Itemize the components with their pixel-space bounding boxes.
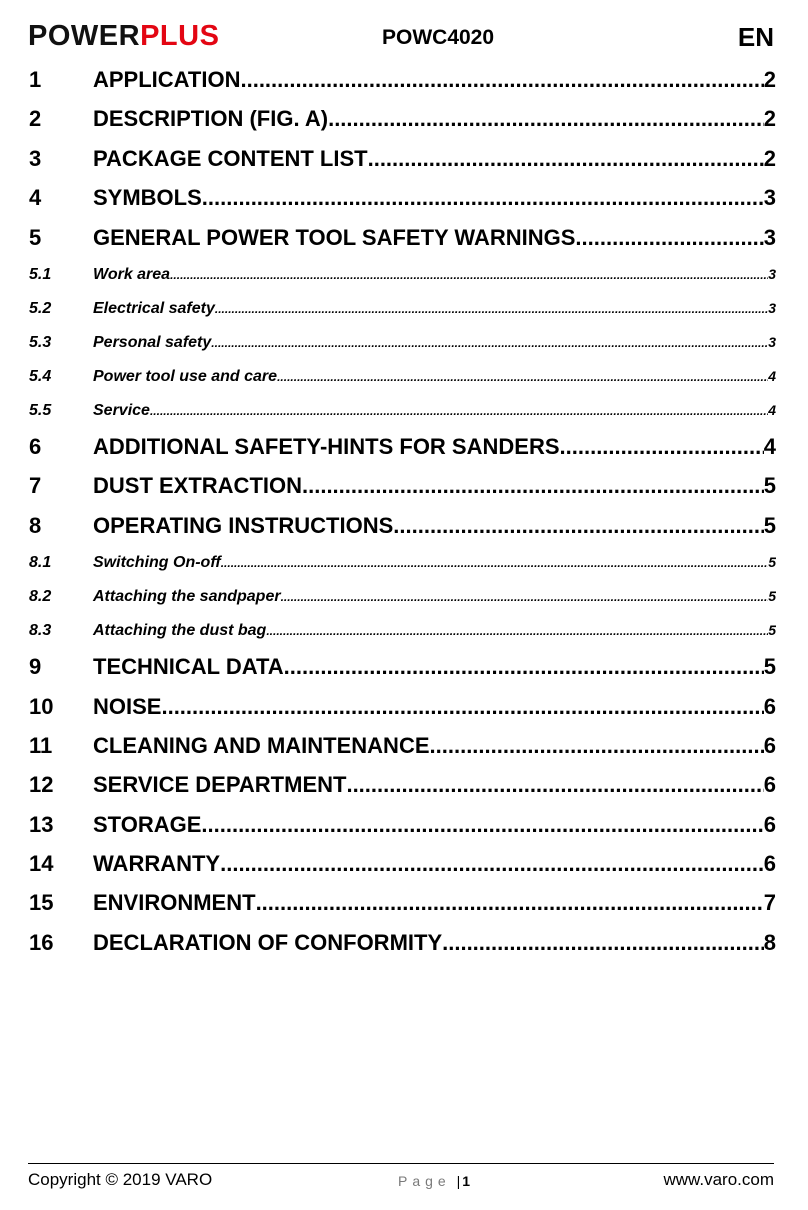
toc-entry-title: ENVIRONMENT [93, 890, 256, 916]
toc-dot-leader [256, 883, 764, 922]
toc-entry-number: 8.2 [29, 588, 52, 606]
toc-entry-title: Attaching the sandpaper [93, 588, 281, 606]
toc-entry[interactable] [29, 218, 776, 257]
toc-dot-leader [150, 394, 768, 427]
toc-entry-page: 2 [763, 67, 776, 92]
toc-dot-leader [328, 99, 764, 138]
toc-dot-leader [393, 506, 763, 545]
page-header [28, 14, 774, 58]
toc-entry-number: 11 [29, 732, 53, 758]
toc-entry[interactable] [29, 613, 776, 647]
toc-entry[interactable] [29, 687, 776, 726]
toc-entry-number: 4 [29, 185, 42, 211]
toc-entry-title: APPLICATION [93, 67, 241, 92]
toc-entry-title: ADDITIONAL SAFETY-HINTS FOR SANDERS [93, 433, 560, 459]
toc-entry-page: 2 [763, 106, 776, 132]
toc-entry[interactable] [29, 99, 776, 138]
toc-entry[interactable] [29, 325, 776, 359]
website-link[interactable]: www.varo.com [663, 1170, 774, 1189]
toc-entry-page: 6 [763, 772, 776, 798]
toc-entry-page: 8 [763, 929, 776, 955]
toc-entry-number: 13 [29, 811, 54, 837]
toc-entry-title: OPERATING INSTRUCTIONS [93, 512, 394, 538]
toc-entry[interactable] [29, 765, 776, 804]
toc-entry-page: 6 [763, 811, 776, 837]
toc-dot-leader [346, 765, 763, 804]
toc-entry-page: 7 [763, 890, 776, 916]
toc-entry[interactable] [29, 359, 776, 393]
toc-entry[interactable] [29, 291, 776, 325]
brand-logo [28, 18, 219, 54]
toc-entry-title: STORAGE [93, 811, 202, 837]
toc-entry-number: 1 [29, 67, 42, 92]
toc-entry[interactable] [29, 427, 776, 466]
toc-dot-leader [240, 60, 763, 99]
toc-dot-leader [266, 614, 768, 647]
toc-entry-title: Service [93, 401, 150, 419]
toc-entry[interactable] [29, 579, 776, 613]
toc-dot-leader [281, 580, 769, 613]
toc-entry-page: 3 [768, 299, 776, 316]
toc-dot-leader [201, 805, 763, 844]
toc-entry-number: 12 [29, 772, 54, 798]
toc-dot-leader [284, 647, 764, 686]
toc-entry-title: Switching On-off [93, 554, 221, 572]
toc-dot-leader [302, 466, 764, 505]
logo-plus: PLUS [140, 20, 220, 52]
toc-entry-title: GENERAL POWER TOOL SAFETY WARNINGS [93, 224, 576, 250]
toc-entry-title: TECHNICAL DATA [93, 654, 284, 680]
toc-entry-title: SERVICE DEPARTMENT [93, 772, 347, 798]
page-number: 1 [462, 1173, 471, 1189]
toc-entry[interactable] [29, 257, 776, 291]
toc-entry-number: 5 [29, 224, 42, 250]
toc-entry[interactable] [29, 923, 776, 962]
page-indicator [398, 1173, 470, 1189]
page-separator: | [450, 1173, 463, 1189]
toc-entry-number: 16 [29, 929, 54, 955]
toc-entry-number: 5.4 [29, 367, 52, 385]
toc-entry-page: 6 [763, 693, 776, 719]
toc-entry-page: 5 [768, 622, 776, 639]
toc-entry-page: 6 [763, 732, 776, 758]
toc-entry-number: 6 [29, 433, 42, 459]
toc-entry-title: Electrical safety [93, 299, 215, 317]
toc-entry-number: 14 [29, 851, 54, 877]
toc-entry-page: 5 [763, 654, 776, 680]
toc-entry-page: 3 [763, 224, 776, 250]
toc-entry-title: Personal safety [93, 333, 212, 351]
toc-entry-title: Power tool use and care [93, 367, 278, 385]
toc-entry[interactable] [29, 844, 776, 883]
toc-entry-title: WARRANTY [93, 851, 221, 877]
language-code: EN [737, 22, 774, 52]
toc-entry-title: DUST EXTRACTION [93, 473, 302, 499]
toc-dot-leader [170, 258, 768, 291]
toc-entry-number: 10 [29, 693, 54, 719]
toc-entry-number: 5.3 [29, 333, 52, 351]
toc-entry-number: 8.3 [29, 622, 52, 640]
toc-entry[interactable] [29, 726, 776, 765]
toc-entry-page: 3 [768, 333, 776, 350]
toc-entry-number: 9 [29, 654, 42, 680]
toc-dot-leader [215, 292, 768, 325]
toc-entry-number: 3 [29, 145, 42, 171]
toc-entry-page: 3 [763, 185, 776, 211]
toc-entry[interactable] [29, 805, 776, 844]
toc-entry-page: 5 [768, 588, 776, 605]
toc-entry-page: 5 [763, 512, 776, 538]
toc-entry[interactable] [29, 466, 776, 505]
toc-entry-number: 15 [29, 890, 54, 916]
toc-entry-page: 6 [763, 851, 776, 877]
table-of-contents [29, 60, 776, 962]
page-label: Page [398, 1173, 451, 1189]
toc-entry[interactable] [29, 393, 776, 427]
toc-dot-leader [161, 687, 763, 726]
toc-entry-page: 5 [768, 554, 776, 571]
toc-dot-leader [221, 546, 769, 579]
toc-dot-leader [220, 844, 764, 883]
toc-dot-leader [211, 326, 768, 359]
toc-entry[interactable] [29, 883, 776, 922]
toc-entry-title: CLEANING AND MAINTENANCE [93, 732, 430, 758]
toc-entry-page: 4 [768, 367, 776, 384]
toc-entry[interactable] [29, 506, 776, 545]
toc-entry[interactable] [29, 139, 776, 178]
toc-entry-title: Attaching the dust bag [93, 622, 267, 640]
toc-dot-leader [430, 726, 764, 765]
toc-dot-leader [202, 178, 764, 217]
toc-entry-page: 4 [768, 401, 776, 418]
toc-dot-leader [575, 218, 763, 257]
toc-entry-title: SYMBOLS [93, 185, 202, 211]
toc-entry-title: NOISE [93, 693, 162, 719]
toc-entry[interactable] [29, 545, 776, 579]
toc-entry[interactable] [29, 60, 776, 99]
toc-entry-title: DESCRIPTION (FIG. A) [93, 106, 329, 132]
toc-entry-title: PACKAGE CONTENT LIST [93, 145, 368, 171]
toc-entry-number: 5.1 [29, 265, 52, 283]
toc-dot-leader [277, 360, 768, 393]
toc-entry-number: 5.5 [29, 401, 52, 419]
toc-entry[interactable] [29, 647, 776, 686]
toc-entry-title: Work area [93, 265, 171, 283]
page-footer [28, 1163, 774, 1194]
model-number: POWC4020 [382, 26, 495, 49]
toc-entry-number: 8.1 [29, 554, 52, 572]
toc-entry-page: 2 [763, 145, 776, 171]
toc-dot-leader [442, 923, 764, 962]
toc-entry-number: 5.2 [29, 299, 52, 317]
toc-entry-number: 2 [29, 106, 42, 132]
toc-entry-number: 7 [29, 473, 42, 499]
logo-power: POWER [28, 20, 141, 52]
toc-entry-page: 3 [768, 265, 776, 282]
copyright-text: Copyright © 2019 VARO [28, 1170, 213, 1189]
toc-entry-number: 8 [29, 512, 42, 538]
toc-dot-leader [560, 427, 764, 466]
toc-entry[interactable] [29, 178, 776, 217]
toc-dot-leader [368, 139, 764, 178]
toc-entry-page: 4 [763, 433, 776, 459]
toc-entry-page: 5 [763, 473, 776, 499]
toc-entry-title: DECLARATION OF CONFORMITY [93, 929, 443, 955]
